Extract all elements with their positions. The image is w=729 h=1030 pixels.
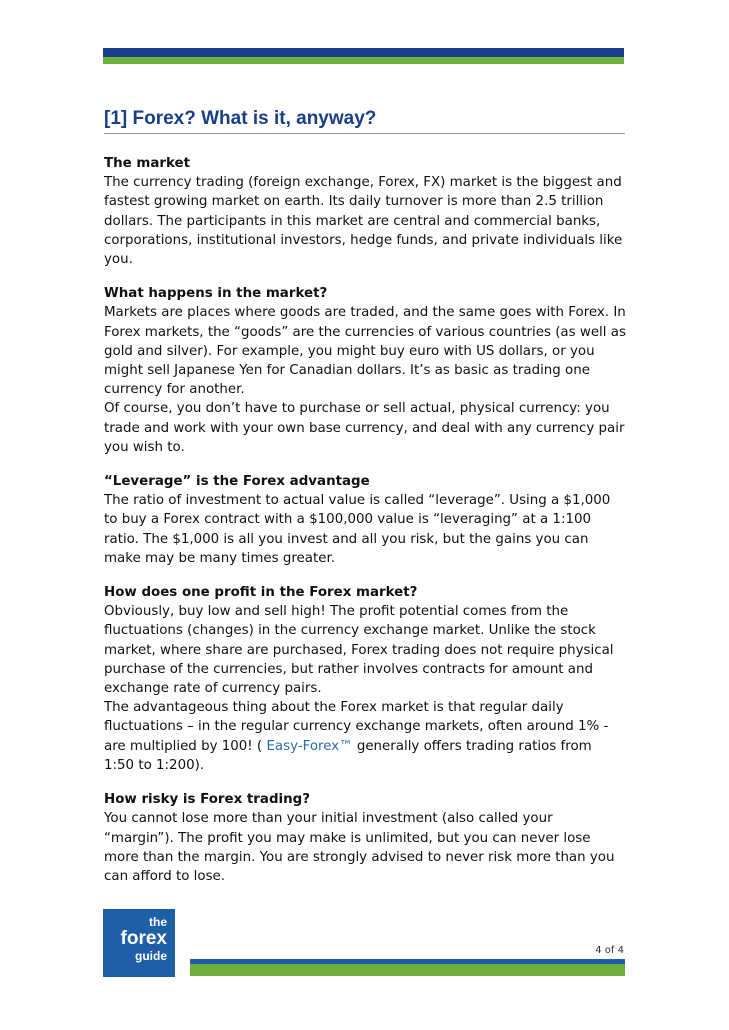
- paragraph: The ratio of investment to actual value is called “leverage”. Using a $1,000 to buy a Forex contract with a $100,000 value is “leveraging” at a 1:100 ratio. The $1,000 is all you invest and all you risk, but the gains you can make may be many times greater.: [104, 493, 611, 566]
- title-underline: [104, 133, 625, 134]
- header-bar-blue: [103, 48, 624, 57]
- logo-line: forex: [120, 928, 167, 949]
- paragraph: The currency trading (foreign exchange, Forex, FX) market is the biggest and fastest growing market on earth. Its daily turnover is more than 2.5 trillion dollars. The participants in this market are central and commercial banks, corporations, institutional investors, hedge funds, and private individuals like you.: [104, 175, 623, 268]
- page-number: 4 of 4: [595, 945, 624, 956]
- paragraph-with-brand: [104, 698, 626, 775]
- section-what-happens: [104, 284, 626, 457]
- paragraph: You cannot lose more than your initial investment (also called your “margin”). The profit you may make is unlimited, but you can never lose more than the margin. You are strongly advised to never risk more than you can afford to lose.: [104, 811, 615, 884]
- paragraph: Markets are places where goods are traded, and the same goes with Forex. In Forex markets, the “goods” are the currencies of various countries (as well as gold and silver). For example, you might buy euro with US dollars, or you might sell Japanese Yen for Canadian dollars. It’s as basic as trading one currency for another.: [104, 305, 626, 398]
- forex-guide-logo: [103, 909, 175, 977]
- document-body: [104, 154, 626, 901]
- section-leverage: [104, 472, 626, 568]
- section-heading: How risky is Forex trading?: [104, 792, 311, 808]
- section-heading: The market: [104, 156, 191, 171]
- section-heading: How does one profit in the Forex market?: [104, 585, 418, 601]
- section-the-market: [104, 154, 626, 269]
- paragraph: Obviously, buy low and sell high! The profit potential comes from the fluctuations (changes) in the currency exchange market. Unlike the stock market, where share are purchased, Forex trading does not require physical purchase of the currencies, but rather involves contracts for amount and exchange rate of currency pairs.: [104, 604, 614, 697]
- logo-line: the: [149, 915, 167, 929]
- header-bar-green: [103, 57, 624, 64]
- brand-name: Easy-Forex™: [266, 738, 353, 754]
- section-profit: [104, 583, 626, 775]
- paragraph: Of course, you don’t have to purchase or sell actual, physical currency: you trade and work with your own base currency, and deal with any currency pair you wish to.: [104, 401, 625, 455]
- text-fragment: The advantageous thing about the Forex market is that regular daily fluctuations – in the regular currency exchange markets, often around 1% - are multiplied by 100! (: [104, 700, 609, 754]
- section-heading: “Leverage” is the Forex advantage: [104, 474, 370, 490]
- text-fragment: generally offers trading ratios from 1:50 to 1:200).: [104, 738, 592, 773]
- section-risk: [104, 790, 626, 886]
- logo-line: guide: [135, 949, 167, 963]
- footer-bar-green: [190, 964, 625, 976]
- page-title: [1] Forex? What is it, anyway?: [104, 108, 377, 129]
- section-heading: What happens in the market?: [104, 286, 328, 302]
